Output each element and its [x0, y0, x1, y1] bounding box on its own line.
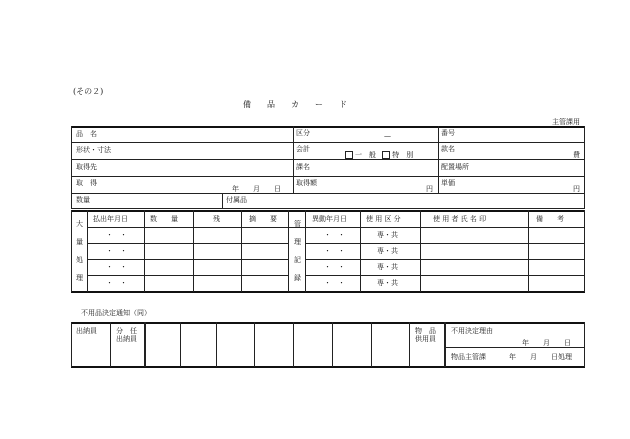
treasurer-label: 出納員	[76, 327, 97, 335]
col-quantity: 数 量	[150, 215, 178, 223]
disposal-notice-label: 不用品決定通知（同）	[81, 309, 151, 317]
disposal-date: 年 月 日	[522, 339, 571, 347]
yen-label: 円	[426, 185, 433, 193]
yen-label-2: 円	[573, 185, 580, 193]
acquisition-amount-label: 取得額	[296, 179, 317, 187]
unit-price-label: 単価	[441, 179, 455, 187]
location-label: 配置場所	[441, 163, 469, 171]
management-char-4: 録	[294, 274, 301, 282]
number-label: 番号	[441, 129, 455, 137]
change-date-row-4: ・ ・	[324, 279, 345, 287]
supply-officer-label-2: 供用員	[415, 335, 436, 343]
payout-date-row-2: ・ ・	[106, 247, 127, 255]
mass-disposal-char-1: 大	[76, 220, 83, 228]
manager-section-label: 物品主管課	[451, 353, 486, 361]
col-remarks: 備 考	[536, 215, 564, 223]
processed-date: 年 月 日処理	[509, 353, 572, 361]
payout-date-row-1: ・ ・	[106, 231, 127, 239]
for-manager-label: 主管課用	[552, 118, 580, 126]
use-class-row-1: 専・共	[377, 231, 398, 239]
section-name-label: 課名	[296, 163, 310, 171]
payout-date-row-3: ・ ・	[106, 263, 127, 271]
shape-dimensions-label: 形状・寸法	[76, 146, 111, 154]
col-payout-date: 払出年月日	[93, 215, 128, 223]
change-date-row-1: ・ ・	[324, 231, 345, 239]
payout-date-row-4: ・ ・	[106, 279, 127, 287]
page-title: 備 品 カ ー ド	[243, 100, 347, 109]
change-date-row-3: ・ ・	[324, 263, 345, 271]
change-date-row-2: ・ ・	[324, 247, 345, 255]
item-name-label: 品 名	[76, 130, 97, 138]
management-char-2: 理	[294, 238, 301, 246]
use-class-row-4: 専・共	[377, 279, 398, 287]
disposal-reason-label: 不用決定理由	[451, 327, 493, 335]
acquisition-date: 年 月 日	[232, 185, 281, 193]
col-summary: 摘 要	[249, 215, 277, 223]
col-use-class: 使 用 区 分	[366, 215, 401, 223]
special-checkbox[interactable]	[382, 151, 390, 159]
management-char-3: 記	[294, 256, 301, 264]
cost-suffix: 費	[573, 151, 580, 159]
part-label: (その２)	[73, 87, 104, 96]
col-remaining: 残	[213, 215, 220, 223]
accounting-options	[343, 151, 413, 159]
quantity-label: 数量	[76, 196, 90, 204]
sub-treasurer-label-2: 出納員	[116, 335, 137, 343]
special-label: 特 別	[392, 151, 414, 159]
acquired-from-label: 取得先	[76, 163, 97, 171]
general-checkbox[interactable]	[345, 151, 353, 159]
accessories-label: 付属品	[226, 196, 247, 204]
mass-disposal-char-2: 量	[76, 238, 83, 246]
acquisition-label: 取 得	[76, 179, 97, 187]
classification-dash: —	[384, 132, 391, 140]
col-change-date: 異動年月日	[312, 215, 347, 223]
general-label: 一 般	[355, 151, 376, 159]
mass-disposal-char-3: 処	[76, 256, 83, 264]
supply-officer-label-1: 物 品	[415, 327, 436, 335]
classification-label: 区分	[296, 129, 310, 137]
sub-treasurer-label-1: 分 任	[116, 327, 137, 335]
accounting-label: 会計	[296, 145, 310, 153]
use-class-row-2: 専・共	[377, 247, 398, 255]
col-user-seal: 使 用 者 氏 名 印	[433, 215, 487, 223]
management-char-1: 管	[294, 220, 301, 228]
mass-disposal-char-4: 理	[76, 274, 83, 282]
use-class-row-3: 専・共	[377, 263, 398, 271]
budget-item-label: 款名	[441, 145, 455, 153]
